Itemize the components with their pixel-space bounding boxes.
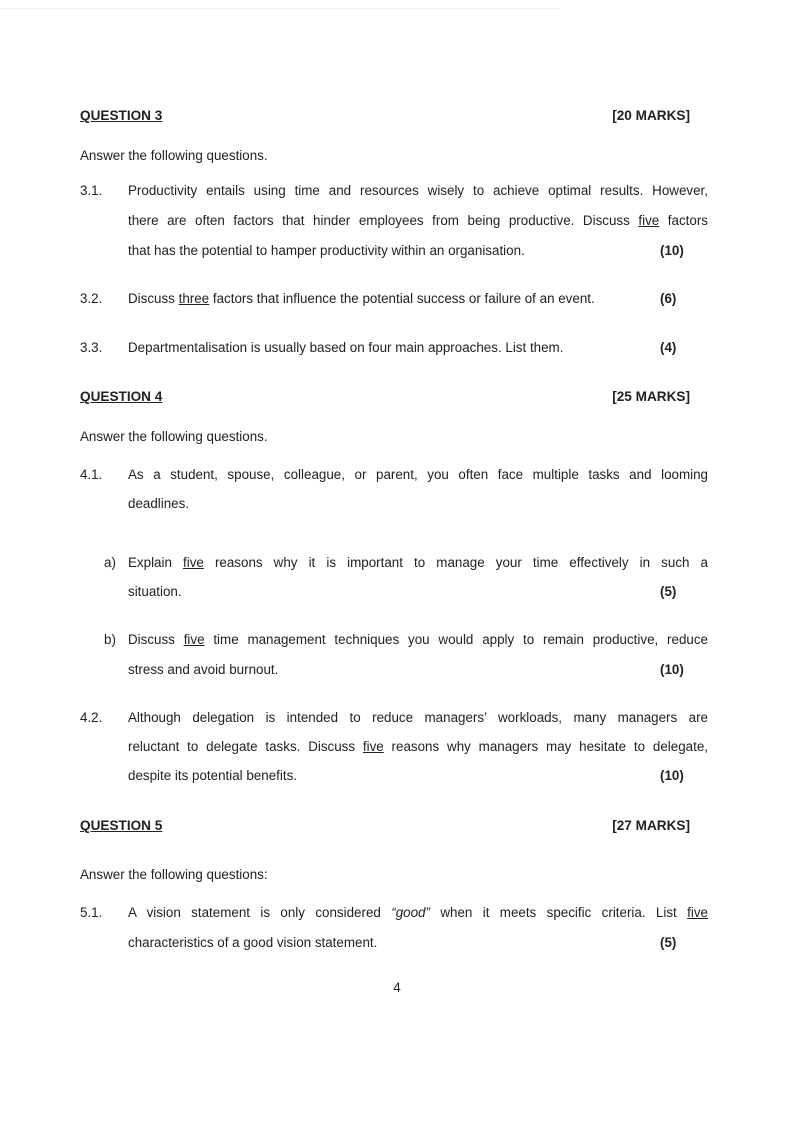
question-heading: QUESTION 4	[80, 389, 163, 404]
text-segment: time management techniques you would apply to remain productive, reduce	[204, 632, 708, 647]
emphasis-underline: five	[183, 632, 205, 647]
item-marks: (5)	[660, 584, 677, 599]
emphasis-underline: five	[638, 213, 660, 228]
text-segment: Explain	[128, 555, 184, 570]
section-marks: [27 MARKS]	[612, 818, 690, 833]
page-number: 4	[393, 980, 401, 995]
text-segment: when it meets specific criteria. List	[429, 905, 688, 920]
question-heading: QUESTION 3	[80, 108, 163, 123]
question-text-line	[128, 242, 525, 260]
item-marks: (10)	[660, 768, 684, 783]
question-text-line	[128, 738, 708, 756]
question-text-line	[128, 290, 595, 308]
text-segment: Although delegation is intended to reduce managers’ workloads, many managers are	[128, 710, 708, 725]
item-number: 4.1.	[80, 467, 103, 482]
item-marks: (10)	[660, 662, 684, 677]
item-number: 5.1.	[80, 905, 103, 920]
item-number: a)	[104, 555, 116, 570]
text-segment: situation.	[128, 584, 182, 599]
text-segment: despite its potential benefits.	[128, 768, 297, 783]
item-marks: (10)	[660, 243, 684, 258]
text-segment: there are often factors that hinder employees from being productive. Discuss	[128, 213, 639, 228]
text-segment: As a student, spouse, colleague, or parent, you often face multiple tasks and looming	[128, 467, 708, 482]
text-segment: factors	[659, 213, 708, 228]
question-text-line	[128, 904, 708, 922]
text-segment: A vision statement is only considered	[128, 905, 392, 920]
text-segment: reluctant to delegate tasks. Discuss	[128, 739, 363, 754]
text-segment: “good”	[391, 905, 430, 920]
item-marks: (6)	[660, 291, 677, 306]
item-number: 3.1.	[80, 183, 103, 198]
item-marks: (5)	[660, 935, 677, 950]
text-segment: Productivity entails using time and resources wisely to achieve optimal results. However,	[128, 183, 708, 198]
text-segment: Discuss	[128, 632, 184, 647]
item-number: b)	[104, 632, 116, 647]
question-text-line	[128, 583, 182, 601]
emphasis-underline: three	[178, 291, 210, 306]
question-text-line	[128, 182, 708, 200]
question-text-line	[128, 661, 278, 679]
text-segment: reasons why managers may hesitate to delegate,	[383, 739, 708, 754]
question-text-line	[128, 934, 377, 952]
text-segment: stress and avoid burnout.	[128, 662, 279, 677]
instruction-text: Answer the following questions.	[80, 148, 268, 163]
question-heading: QUESTION 5	[80, 818, 163, 833]
scan-artifact	[0, 8, 560, 9]
emphasis-underline: five	[362, 739, 384, 754]
text-segment: factors that influence the potential success or failure of an event.	[209, 291, 595, 306]
instruction-text: Answer the following questions:	[80, 867, 268, 882]
item-marks: (4)	[660, 340, 677, 355]
text-segment: Departmentalisation is usually based on four main approaches. List them.	[128, 340, 564, 355]
question-text-line	[128, 495, 189, 513]
text-segment: that has the potential to hamper productivity within an organisation.	[128, 243, 525, 258]
emphasis-underline: five	[687, 905, 708, 920]
question-text-line	[128, 767, 297, 785]
text-segment: characteristics of a good vision statement.	[128, 935, 378, 950]
text-segment: Discuss	[128, 291, 179, 306]
instruction-text: Answer the following questions.	[80, 429, 268, 444]
question-text-line	[128, 709, 708, 727]
section-marks: [25 MARKS]	[612, 389, 690, 404]
question-text-line	[128, 554, 708, 572]
item-number: 4.2.	[80, 710, 103, 725]
question-text-line	[128, 339, 563, 357]
question-text-line	[128, 466, 708, 484]
emphasis-underline: five	[183, 555, 204, 570]
question-text-line	[128, 212, 708, 230]
item-number: 3.2.	[80, 291, 103, 306]
question-text-line	[128, 631, 708, 649]
text-segment: deadlines.	[128, 496, 190, 511]
text-segment: reasons why it is important to manage your time effectively in such a	[203, 555, 709, 570]
item-number: 3.3.	[80, 340, 103, 355]
section-marks: [20 MARKS]	[612, 108, 690, 123]
